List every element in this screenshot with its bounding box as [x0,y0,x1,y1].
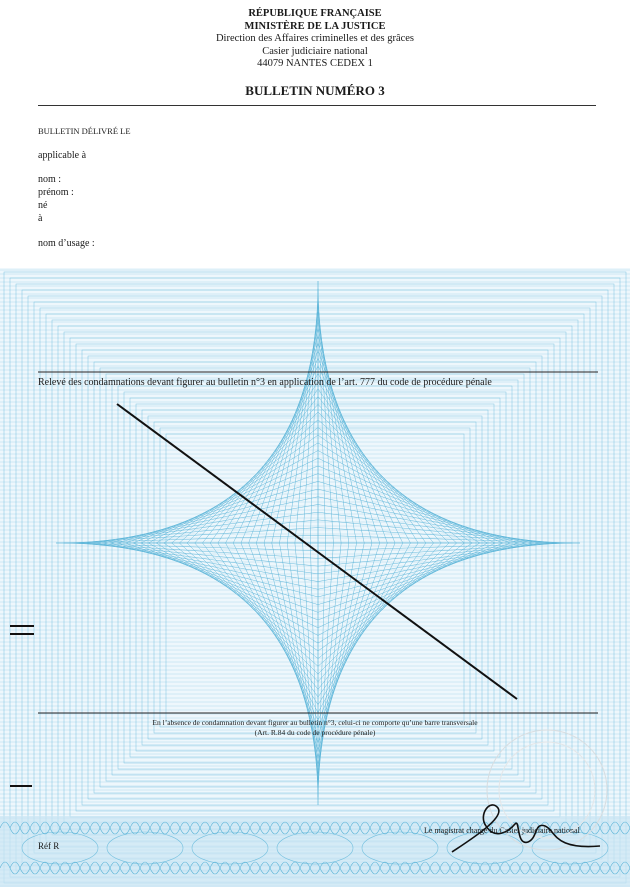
field-prenom: prénom : [38,187,74,198]
document-title: BULLETIN NUMÉRO 3 [245,83,385,98]
header-ministry: MINISTÈRE DE LA JUSTICE [244,20,386,32]
field-applicable: applicable à [38,150,87,161]
field-nom: nom : [38,174,62,185]
field-delivered: BULLETIN DÉLIVRÉ LE [38,126,131,136]
transversal-bar [117,404,517,699]
field-usage: nom d’usage : [38,238,95,249]
signer-caption: Le magistrat chargé du Casier judiciaire national [424,826,580,835]
field-ne: né [38,200,48,211]
header-republic: RÉPUBLIQUE FRANÇAISE [248,8,382,19]
absence-note-line2: (Art. R.84 du code de procédure pénale) [254,728,376,737]
header-casier: Casier judiciaire national [262,45,368,57]
header-address: 44079 NANTES CEDEX 1 [257,58,373,69]
reference-label: Réf R [38,841,60,851]
absence-note-line1: En l’absence de condamnation devant figurer au bulletin n°3, celui-ci ne comporte qu’une barre transversale [152,718,478,727]
magistrate-signature [452,805,600,852]
field-a: à [38,213,43,224]
header-direction: Direction des Affaires criminelles et des grâces [215,33,415,44]
releve-heading: Relevé des condamnations devant figurer au bulletin n°3 en application de l’art. 777 du code de procédure pénale [38,377,492,388]
